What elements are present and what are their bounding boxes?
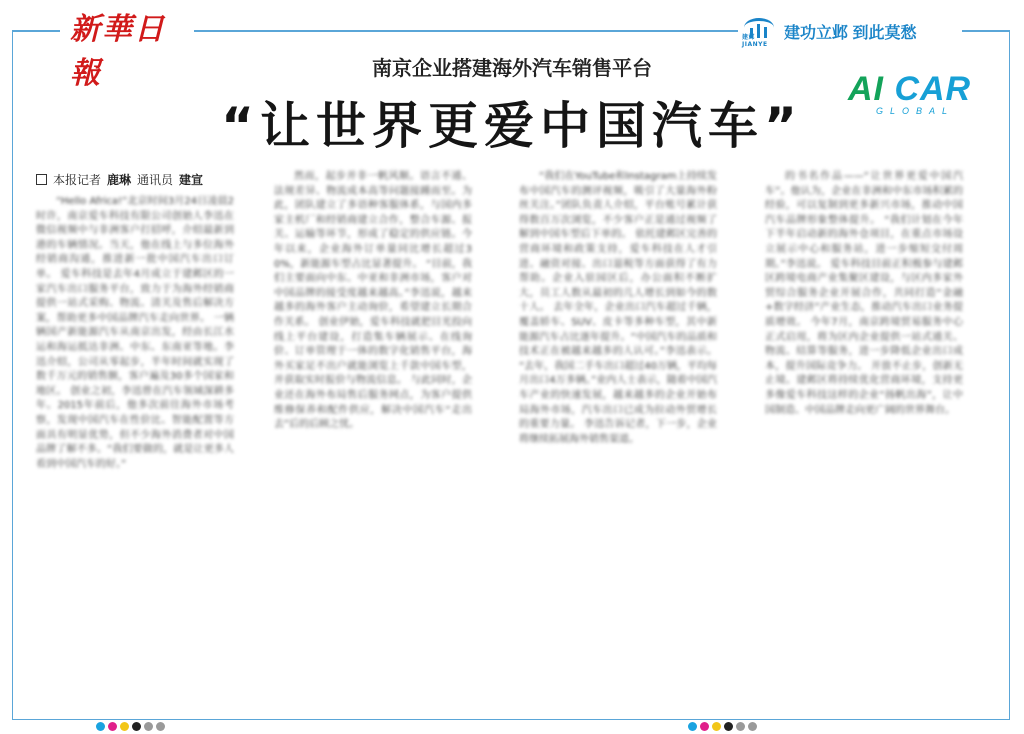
- aicar-global-logo: AI CAR GLOBAL: [848, 70, 972, 116]
- article-kicker: 南京企业搭建海外汽车销售平台: [372, 56, 652, 80]
- correspondent-name: 建宣: [179, 173, 204, 187]
- registration-dot: [712, 722, 721, 731]
- registration-dot: [96, 722, 105, 731]
- registration-dot: [748, 722, 757, 731]
- registration-dot: [736, 722, 745, 731]
- article-column-4: 的书名作品——“让世界更爱中国汽车”。他认为，企业在非洲和中东市场积累的经验，可以复制到更多新兴市场，推动中国汽车品牌形象整体提升。 “我们计划在今年下半年启动新的海外仓项目，在重点市场设立展示中心和服务站，进一步缩短交付周期。”李迅说。 爱车科技目前正积极参与建邺区跨境电商产业集聚区建设，与区内多家外贸综合服务企业开展合作，共同打造“金融+数字经济”产业生态，推动汽车出口业务提质增效。 今年7月，南京跨境贸易服务中心正式启用，将为区内企业提供一站式通关、物流、结算等服务，进一步降低企业出口成本，提升国际竞争力。 开放不止步，创新无止境。建邺区将持续优化营商环境，支持更多像爱车科技这样的企业“扬帆出海”，让中国制造、中国品牌走向更广阔的世界舞台。: [765, 171, 963, 416]
- registration-marks-right: [688, 722, 757, 731]
- registration-dot: [688, 722, 697, 731]
- district-slogan: 建功立邺 到此莫愁: [784, 24, 917, 42]
- registration-dot: [108, 722, 117, 731]
- registration-dot: [144, 722, 153, 731]
- newspaper-masthead: 新華日報: [64, 8, 194, 52]
- registration-dot: [700, 722, 709, 731]
- district-banner: [742, 12, 962, 50]
- byline-box-icon: [36, 174, 47, 185]
- registration-marks-left: [96, 722, 165, 731]
- registration-dot: [132, 722, 141, 731]
- article-column-2: 然而，起步并非一帆风顺。语言不通、法规差异、物流成本高等问题接踵而至。为此，团队建立了多语种客服体系，与国内多家主机厂和经销商建立合作，整合车源、报关、运输等环节，形成了稳定的供应链。今年以来，企业海外订单量同比增长超过30%，新能源车型占比显著提升。 “目前，我们主要面向中东、中亚和非洲市场，客户对中国品牌的接受度越来越高。”李迅说，越来越多的海外客户主动询价，希望建立长期合作关系。 创业伊始，爱车科技就把目光投向线上平台建设，打造集车辆展示、在线询价、订单管理于一体的数字化销售平台，海外买家足不出户就能浏览上千款中国车型，并获取实时报价与物流信息。 与此同时，企业还在海外布局售后服务网点，为客户提供维修保养和配件供应，解决中国汽车“走出去”后的后顾之忧。: [274, 171, 472, 431]
- registration-dot: [724, 722, 733, 731]
- article-column-3: “我们在YouTube和Instagram上持续发布中国汽车的测评视频，吸引了大量海外粉丝关注。”团队负责人介绍，平台账号累计获得数百万次浏览，不少客户正是通过视频了解到中国车型后下单的。 依托建邺区完善的营商环境和政策支持，爱车科技在人才引进、融资对接、出口退税等方面获得了有力帮助。企业入驻园区后，办公面积不断扩大，员工人数从最初的几人增长到如今的数十人。 去年全年，企业出口汽车超过千辆，覆盖轿车、SUV、皮卡等多种车型，其中新能源汽车占比逐年提升。“中国汽车的品质和技术正在被越来越多的人认可。”李迅表示。 “去年，我国二手车出口超过40万辆，平均每月出口4万多辆。”业内人士表示，随着中国汽车产业的快速发展，越来越多的企业开始布局海外市场，汽车出口已成为拉动外贸增长的重要力量。 李迅告诉记者，下一步，企业将继续拓展海外销售渠道。: [519, 171, 717, 445]
- reporter-name: 鹿琳: [107, 173, 132, 187]
- jianye-logo-icon: 建邺 JIANYE: [742, 14, 776, 48]
- article-byline: 本报记者 鹿琳 通讯员 建宣: [36, 171, 203, 188]
- registration-dot: [156, 722, 165, 731]
- registration-dot: [120, 722, 129, 731]
- article-headline: “让世界更爱中国汽车”: [221, 97, 803, 155]
- article-column-1: “Hello Africa!”北京时间3月24日凌晨2时许，南京爱车科技有限公司创始人李迅在微信视频中与非洲客户打招呼，介绍最新到港的车辆情况。当天，他在线上与多位海外经销商沟通，推进新一批中国汽车出口订单。 爱车科技是去年4月成立于建邺区的一家汽车出口服务平台，致力于为海外经销商提供一站式采购、物流、清关及售后解决方案，帮助更多中国品牌汽车走向世界。 一辆辆国产新能源汽车从南京出发，经由长江水运和海运抵达非洲、中东、东南亚等地。李迅介绍，公司从零起步，半年时间就实现了数千万元的销售额，客户遍及30多个国家和地区。 创业之初，李迅曾在汽车领域深耕多年。2015年前后，他多次前往海外市场考察，发现中国汽车在性价比、智能配置等方面具有明显优势，但不少海外消费者对中国品牌了解不多。“我们要做的，就是让更多人看到中国汽车的好。”: [36, 196, 234, 470]
